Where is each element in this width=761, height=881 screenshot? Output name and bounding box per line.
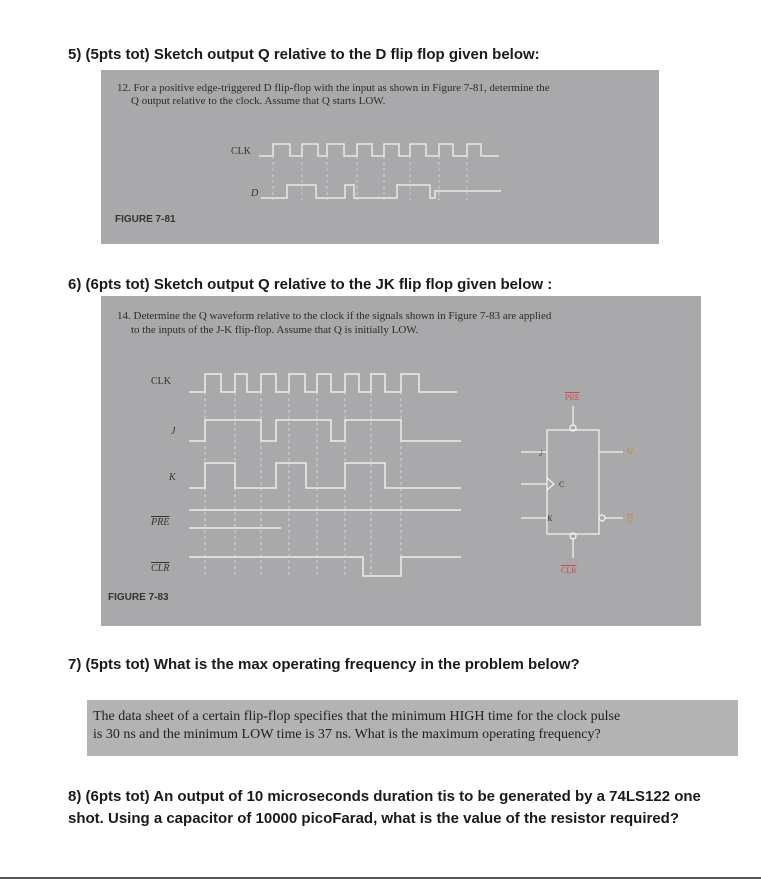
ff-q-label: Q bbox=[627, 446, 633, 455]
question-7-title: 7) (5pts tot) What is the max operating frequency in the problem below? bbox=[68, 656, 580, 673]
question-8-text: 8) (6pts tot) An output of 10 microseconds duration tis to be generated by a 74LS122 one shot. Using a capacitor of 10000 picoFarad, what is the value of the resistor required? bbox=[68, 788, 701, 827]
ff-j-label: J bbox=[539, 449, 543, 458]
clr-waveform bbox=[189, 557, 461, 576]
page-bottom-rule bbox=[0, 877, 761, 879]
ff-k-label: K bbox=[547, 514, 553, 523]
k-label: K bbox=[169, 472, 176, 483]
problem-7-panel bbox=[87, 700, 738, 756]
clr-label: $\overline{CLR}$ bbox=[151, 563, 170, 574]
d-ff-timing-diagram bbox=[101, 70, 659, 244]
pre-label: $\overline{PRE}$ bbox=[151, 517, 170, 528]
ff-qbar-label: $\overline{Q}$ bbox=[627, 515, 633, 524]
j-label: J bbox=[171, 426, 176, 437]
clk-waveform bbox=[189, 374, 457, 392]
ff-clr-label: $\overline{CLR}$ bbox=[561, 566, 577, 575]
question-6-title: 6) (6pts tot) Sketch output Q relative to the JK flip flop given below : bbox=[68, 276, 553, 293]
figure-7-81-label: FIGURE 7-81 bbox=[115, 214, 176, 225]
clk-label: CLK bbox=[151, 376, 171, 387]
j-waveform bbox=[189, 420, 461, 441]
ff-pre-label: $\overline{PRE}$ bbox=[565, 393, 580, 402]
d-label: D bbox=[251, 188, 259, 199]
ff-c-label: C bbox=[559, 480, 565, 489]
jk-ff-timing-diagram bbox=[101, 296, 701, 626]
clk-label: CLK bbox=[231, 146, 251, 157]
problem-14-line1: 14. Determine the Q waveform relative to the clock if the signals shown in Figure 7-83 are applied bbox=[117, 310, 552, 322]
d-waveform bbox=[261, 185, 501, 198]
clk-waveform bbox=[259, 144, 499, 156]
k-waveform bbox=[189, 463, 461, 488]
figure-7-83-label: FIGURE 7-83 bbox=[108, 592, 169, 603]
problem-12-line2: Q output relative to the clock. Assume that Q starts LOW. bbox=[131, 95, 386, 107]
jk-flip-flop-symbol bbox=[521, 406, 623, 558]
figure-7-83-panel bbox=[101, 296, 701, 626]
problem-14-line2: to the inputs of the J-K flip-flop. Assume that Q is initially LOW. bbox=[131, 324, 419, 336]
question-5-title: 5) (5pts tot) Sketch output Q relative to the D flip flop given below: bbox=[68, 46, 540, 63]
problem-12-line1: 12. For a positive edge-triggered D flip-flop with the input as shown in Figure 7-81, determine the bbox=[117, 82, 550, 94]
problem-7-line1: The data sheet of a certain flip-flop specifies that the minimum HIGH time for the clock pulse bbox=[93, 709, 621, 724]
problem-7-line2: is 30 ns and the minimum LOW time is 37 ns. What is the maximum operating frequency? bbox=[93, 727, 601, 742]
figure-7-81-panel bbox=[101, 70, 659, 244]
